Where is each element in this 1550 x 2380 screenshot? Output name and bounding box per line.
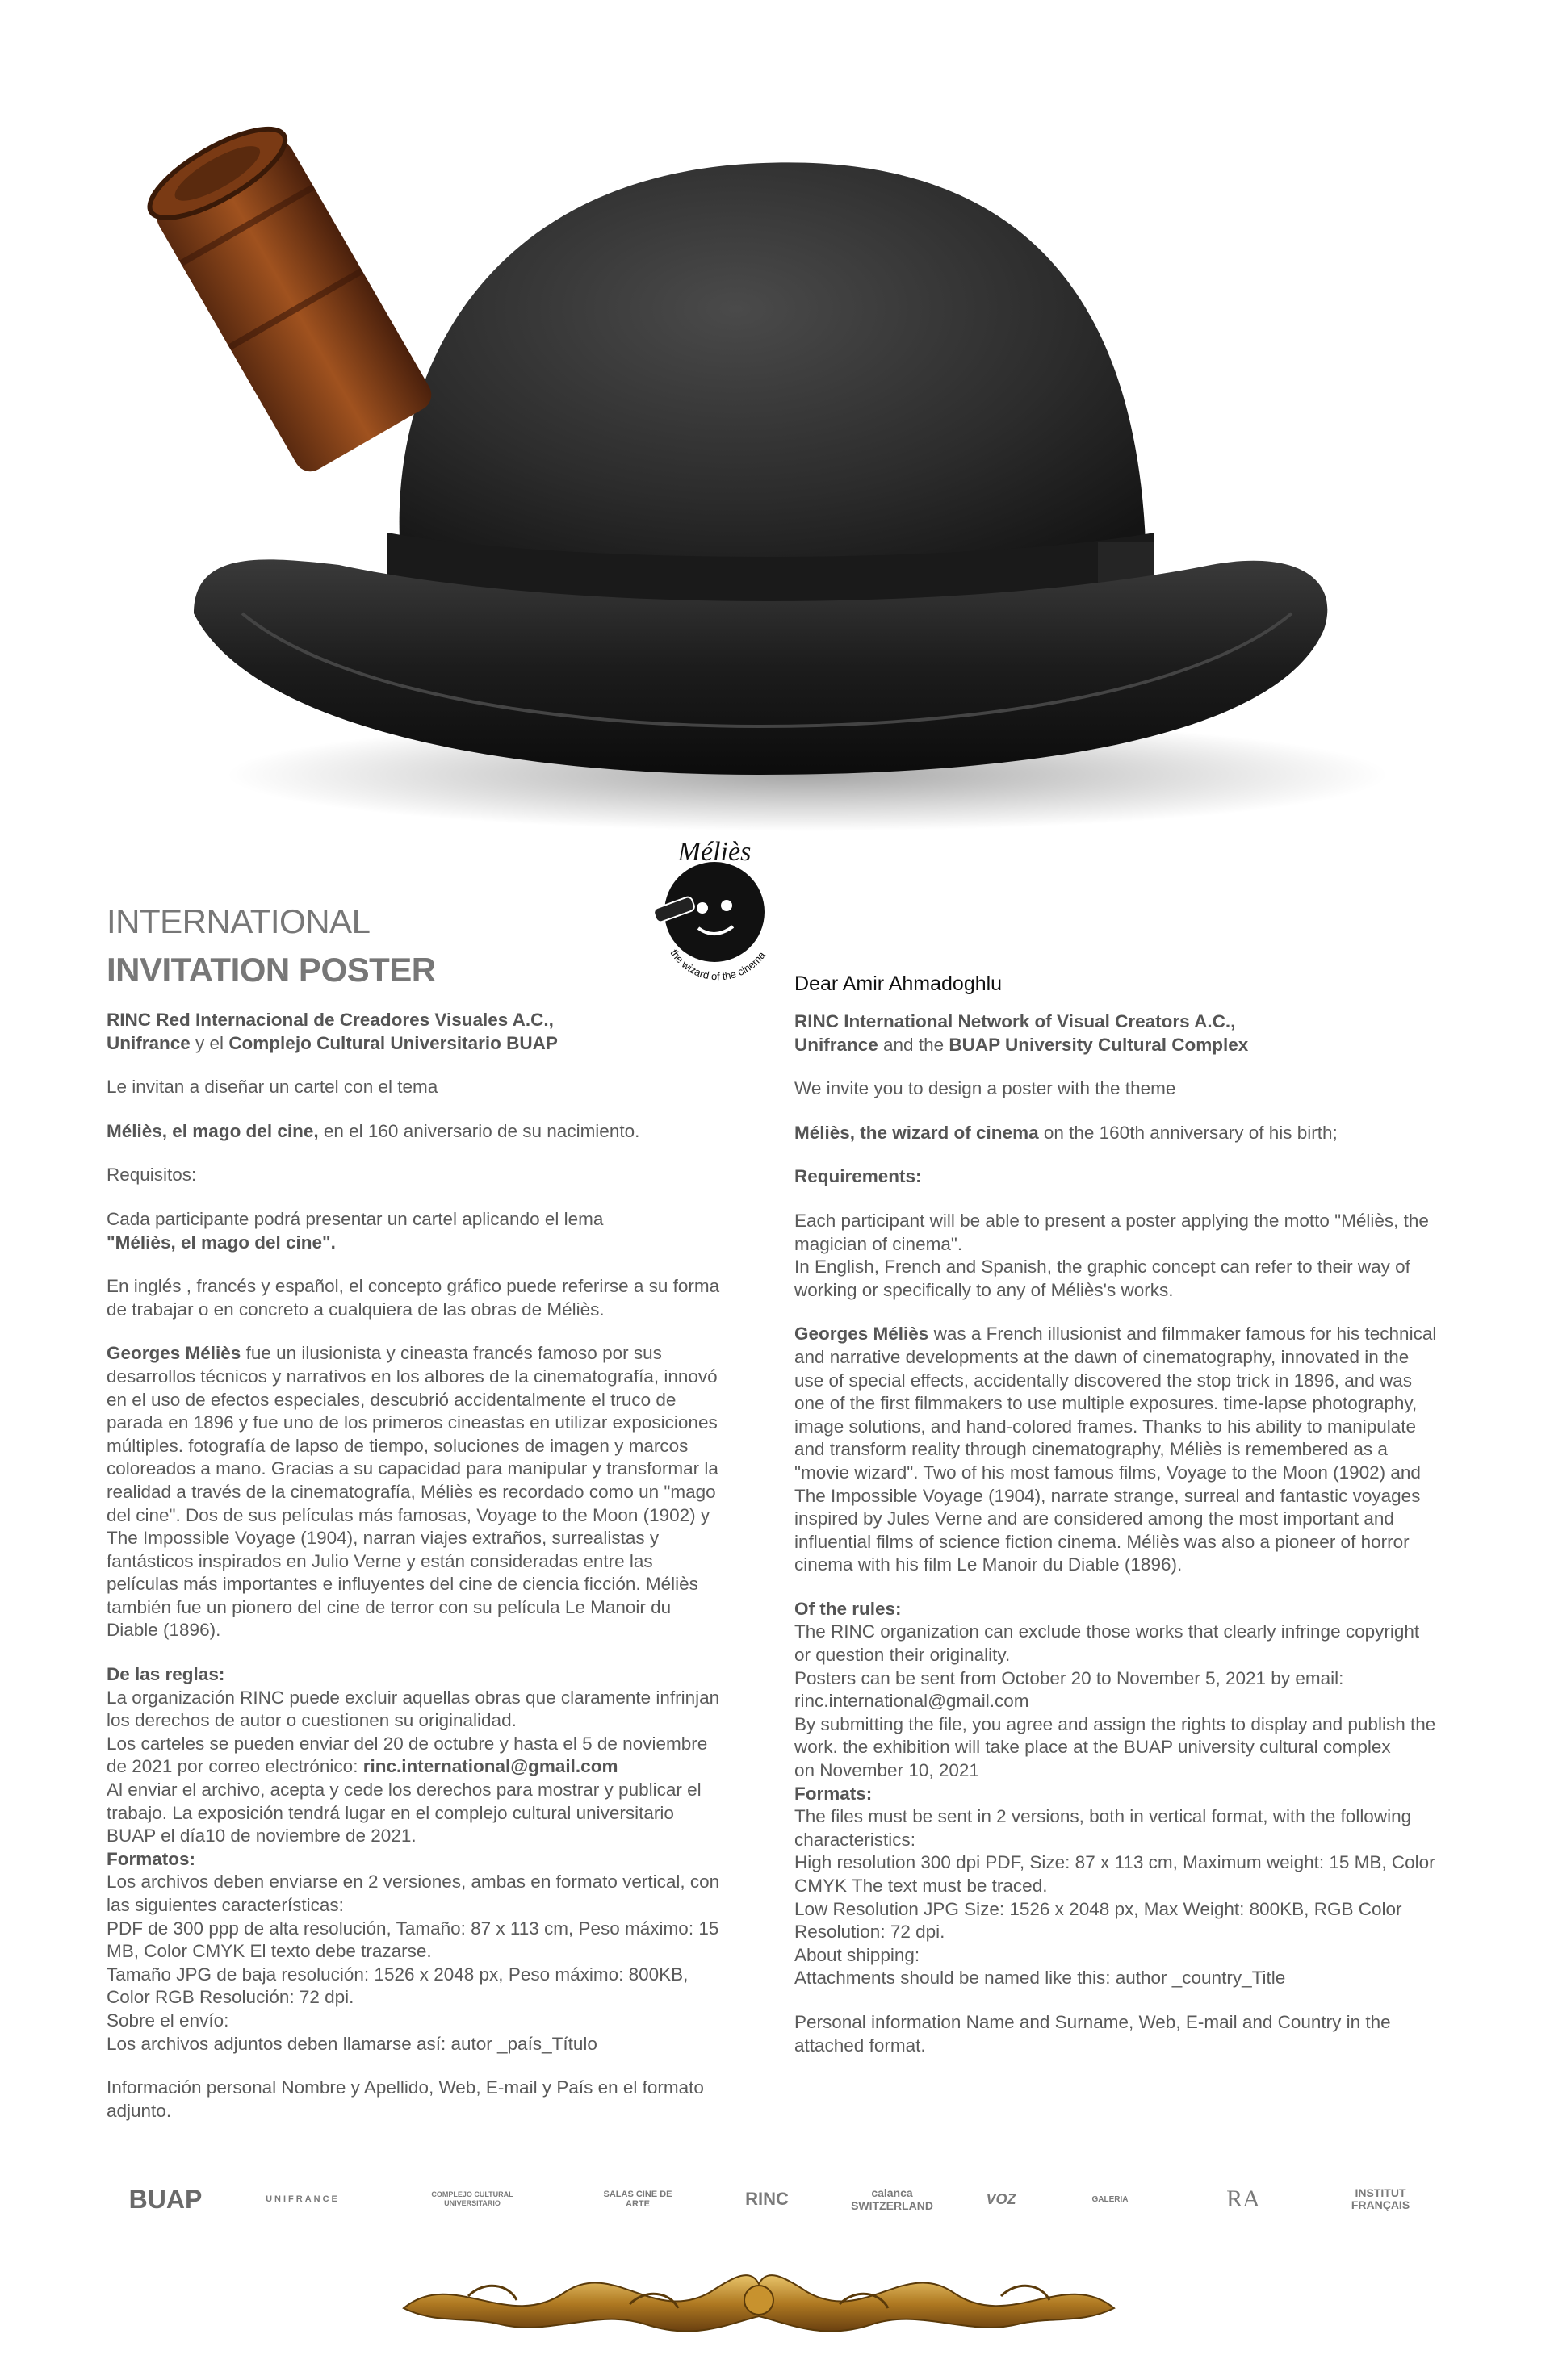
es-rules1: La organización RINC puede excluir aquellas obras que claramente infrinjan los derechos de autor o cuestionen su originalidad. xyxy=(107,1687,720,1731)
dear-line: Dear Amir Ahmadoghlu xyxy=(794,972,1003,995)
en-req1: Each participant will be able to present a poster applying the motto "Méliès, the magician of cinema". xyxy=(794,1210,1429,1254)
es-org2b: y el xyxy=(190,1032,229,1053)
es-org1: RINC Red Internacional de Creadores Visuales A.C., xyxy=(107,1010,554,1030)
es-rules2: Los carteles se pueden enviar del 20 de octubre y hasta el 5 de noviembre de 2021 por correo electrónico: xyxy=(107,1733,708,1777)
es-theme-rest: en el 160 aniversario de su nacimiento. xyxy=(318,1120,640,1141)
es-formats3: Tamaño JPG de baja resolución: 1526 x 2048 px, Peso máximo: 800KB, Color RGB Resolución: 72 dpi. xyxy=(107,1964,689,2008)
es-org2c: Complejo Cultural Universitario BUAP xyxy=(228,1032,558,1053)
en-rules1: The RINC organization can exclude those works that clearly infringe copyright or question their originality. xyxy=(794,1621,1420,1666)
bowler-hat-illustration xyxy=(0,0,1550,855)
en-formats1: The files must be sent in 2 versions, both in vertical format, with the following characteristics: xyxy=(794,1806,1412,1850)
es-rules2-email: rinc.international@gmail.com xyxy=(362,1756,618,1777)
es-formats1: Los archivos deben enviarse en 2 versiones, ambas en formato vertical, con las siguientes características: xyxy=(107,1872,720,1915)
es-bio-bold: Georges Méliès xyxy=(107,1343,241,1364)
logo-unifrance: UNIFRANCE xyxy=(266,2194,340,2204)
en-formats2: High resolution 300 dpi PDF, Size: 87 x 113 cm, Maximum weight: 15 MB, Color CMYK The text must be traced. xyxy=(794,1852,1435,1896)
melies-moon-face-icon xyxy=(638,831,791,985)
en-theme-bold: Méliès, the wizard of cinema xyxy=(794,1122,1039,1143)
en-req2: In English, French and Spanish, the graphic concept can refer to their way of working or specifically to any of Méliès's works. xyxy=(794,1257,1410,1300)
heading-invitation-poster: INVITATION POSTER xyxy=(107,951,436,989)
es-invite: Le invitan a diseñar un cartel con el tema xyxy=(107,1077,438,1098)
es-req2: En inglés , francés y español, el concepto gráfico puede referirse a su forma de trabajar o en concreto a cualquiera de las obras de Méliès. xyxy=(107,1276,720,1320)
logo-voz: VOZ xyxy=(986,2190,1016,2207)
logo-name: Méliès xyxy=(677,837,752,867)
melies-logo xyxy=(638,831,791,985)
en-org2c: BUAP University Cultural Complex xyxy=(949,1034,1249,1055)
logo-calanca: calanca SWITZERLAND xyxy=(851,2186,933,2212)
sponsor-logos xyxy=(0,2171,1550,2236)
en-rules-title: Of the rules: xyxy=(794,1598,902,1619)
en-invite: We invite you to design a poster with the theme xyxy=(794,1078,1176,1099)
es-req1-motto: "Méliès, el mago del cine". xyxy=(107,1232,336,1253)
es-req1: Cada participante podrá presentar un cartel aplicando el lema xyxy=(107,1208,604,1229)
en-org2a: Unifrance xyxy=(794,1034,878,1055)
en-formats5: Attachments should be named like this: author _country_Title xyxy=(794,1968,1286,1989)
en-rules2: Posters can be sent from October 20 to November 5, 2021 by email: rinc.international@gmail.com xyxy=(794,1667,1344,1712)
en-org1: RINC International Network of Visual Creators A.C., xyxy=(794,1011,1236,1031)
logo-rinc: RINC xyxy=(745,2189,789,2209)
en-rules3: By submitting the file, you agree and assign the rights to display and publish the work. the exhibition will take place at the BUAP university cultural complex xyxy=(794,1713,1436,1758)
es-requirements-title: Requisitos: xyxy=(107,1165,197,1186)
es-formats2: PDF de 300 ppp de alta resolución, Tamaño: 87 x 113 cm, Peso máximo: 15 MB, Color CMYK El texto debe trazarse. xyxy=(107,1918,719,1962)
spanish-column xyxy=(107,1009,720,2144)
es-rules3: Al enviar el archivo, acepta y cede los derechos para mostrar y publicar el trabajo. La exposición tendrá lugar en el complejo cultural universitario BUAP el día10 de noviembre de 2021. xyxy=(107,1780,702,1847)
en-theme-rest: on the 160th anniversary of his birth; xyxy=(1038,1122,1338,1143)
es-theme-bold: Méliès, el mago del cine, xyxy=(107,1120,319,1141)
en-formats4: About shipping: xyxy=(794,1944,920,1965)
logo-buap: BUAP xyxy=(128,2184,203,2214)
en-formats3: Low Resolution JPG Size: 1526 x 2048 px, Max Weight: 800KB, RGB Color Resolution: 72 dpi. xyxy=(794,1898,1402,1943)
heading-international: INTERNATIONAL xyxy=(107,902,371,940)
en-org2b: and the xyxy=(878,1034,949,1055)
en-requirements-title: Requirements: xyxy=(794,1166,922,1187)
es-info: Información personal Nombre y Apellido, Web, E-mail y País en el formato adjunto. xyxy=(107,2077,704,2121)
es-formats4: Sobre el envío: xyxy=(107,2010,229,2031)
logo-tagline: the wizard of the cinema xyxy=(668,947,768,983)
es-formats-title: Formatos: xyxy=(107,1848,196,1869)
es-bio: fue un ilusionista y cineasta francés famoso por sus desarrollos técnicos y narrativos en los albores de la cinematografía, innovó en el uso de efectos especiales, descubrió accidentalmente el truco de parada en 1896 y fue uno de los primeros cineastas en utilizar exposiciones múltiples. fotografía de lapso de tiempo, soluciones de imagen y marcos coloreados a mano. Gracias a su capacidad para manipular y transformar la realidad a través de la cinematografía, Méliès es recordado como un "mago del cine". Dos de sus películas más famosas, Voyage to the Moon (1902) y The Impossible Voyage (1904), narran viajes extraños, surrealistas y fantásticos inspirados en Julio Verne y están consideradas entre las películas más importantes e influyentes del cine de ciencia ficción. Méliès también fue un pionero del cine de terror con su película Le Manoir du Diable (1896). xyxy=(107,1343,718,1641)
logo-salas-cine-de-arte: SALAS CINE DE ARTE xyxy=(603,2190,672,2209)
english-column xyxy=(794,1010,1440,2078)
en-rules4: on November 10, 2021 xyxy=(794,1760,979,1781)
es-rules-title: De las reglas: xyxy=(107,1664,225,1685)
en-bio: was a French illusionist and filmmaker famous for his technical and narrative developments at the dawn of cinematography, innovated in the use of special effects, accidentally discovered the stop trick in 1896, and was one of the first filmmakers to use multiple exposures. time-lapse photography, image solutions, and hand-colored frames. Thanks to his ability to manipulate and transform reality through cinematography, Méliès is remembered as a "movie wizard". Two of his most famous films, Voyage to the Moon (1902) and The Impossible Voyage (1904), narrate strange, surreal and fantastic voyages inspired by Jules Verne and are considered among the most important and influential films of science fiction cinema. Méliès was also a pioneer of horror cinema with his film Le Manoir du Diable (1896). xyxy=(794,1324,1437,1575)
logo-galeria: GALERIA xyxy=(1091,2194,1129,2204)
es-org2a: Unifrance xyxy=(107,1032,191,1053)
en-formats-title: Formats: xyxy=(794,1783,873,1804)
en-info: Personal information Name and Surname, Web, E-mail and Country in the attached format. xyxy=(794,2011,1391,2056)
logo-institut-francais: INSTITUT FRANÇAIS xyxy=(1351,2186,1410,2211)
en-bio-bold: Georges Méliès xyxy=(794,1324,929,1345)
es-formats5: Los archivos adjuntos deben llamarse así: autor _país_Título xyxy=(107,2033,597,2054)
logo-complejo-cultural: COMPLEJO CULTURAL UNIVERSITARIO xyxy=(431,2190,513,2207)
logo-ra: RA xyxy=(1226,2186,1260,2212)
gold-scroll-ornament xyxy=(388,2236,1130,2357)
